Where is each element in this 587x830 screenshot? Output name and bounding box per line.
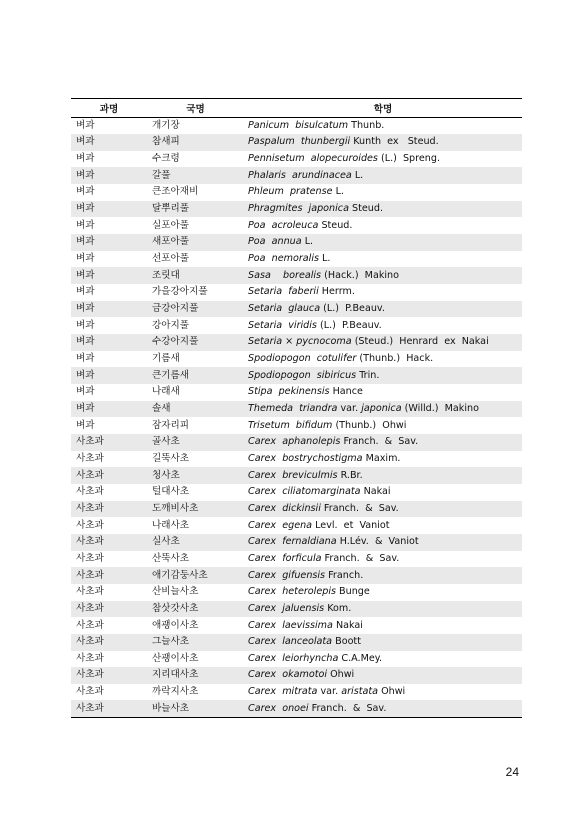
scientific-epithet: Carex breviculmis	[248, 469, 338, 481]
family-cell: 벼과	[76, 253, 95, 265]
family-cell: 사초과	[76, 619, 104, 631]
family-cell: 벼과	[76, 153, 95, 165]
family-cell: 사초과	[76, 652, 104, 664]
author-citation: (Thunb.) Hack.	[356, 353, 434, 365]
table-row	[71, 184, 522, 201]
scientific-epithet: pycnocoma	[296, 336, 352, 348]
table-row	[71, 267, 522, 284]
table-row	[71, 634, 522, 651]
korean-name-cell: 나래새	[152, 386, 180, 398]
header-family: 과명	[71, 99, 147, 118]
scientific-epithet: Setaria viridis	[248, 319, 317, 331]
korean-name-cell: 나래사초	[152, 519, 190, 531]
family-cell: 사초과	[71, 667, 147, 684]
author-citation: Levl. et Vaniot	[312, 519, 390, 531]
scientific-name-cell	[244, 634, 522, 651]
table-row	[71, 151, 522, 168]
korean-name-cell: 개기장	[152, 120, 180, 132]
author-citation: L.	[301, 236, 314, 248]
table-header-row	[71, 99, 522, 118]
header-scientific-name: 학명	[244, 99, 522, 118]
author-citation: var.	[317, 686, 342, 698]
korean-name-cell: 금강아지풀	[147, 301, 244, 318]
scientific-epithet: Phleum pratense	[248, 186, 333, 198]
family-cell: 벼과	[76, 386, 95, 398]
table-row	[71, 684, 522, 701]
scientific-epithet: Carex ciliatomarginata	[248, 486, 361, 498]
family-cell: 사초과	[76, 586, 104, 598]
author-citation: Trin.	[356, 369, 380, 381]
table-row	[71, 551, 522, 568]
scientific-name-cell	[244, 651, 522, 668]
family-cell: 벼과	[71, 234, 147, 251]
korean-name-cell: 산괭이사초	[152, 652, 199, 664]
table-row	[71, 584, 522, 601]
korean-name-cell: 털대사초	[152, 486, 190, 498]
family-cell: 벼과	[71, 301, 147, 318]
korean-name-cell: 지리대사초	[147, 667, 244, 684]
scientific-epithet: Carex gifuensis	[248, 569, 326, 581]
family-cell: 벼과	[71, 134, 147, 151]
author-citation: Nakai	[360, 486, 391, 498]
author-citation: Thunb.	[348, 120, 385, 132]
korean-name-cell: 수강아지풀	[147, 334, 244, 351]
family-cell: 벼과	[76, 419, 95, 431]
table-row	[71, 384, 522, 401]
scientific-name-cell	[244, 118, 522, 135]
family-cell: 사초과	[76, 519, 104, 531]
family-cell: 사초과	[76, 486, 104, 498]
scientific-epithet: Carex dickinsii	[248, 502, 321, 514]
table-row	[71, 301, 522, 318]
scientific-name-cell	[244, 151, 522, 168]
table-row	[71, 217, 522, 234]
scientific-epithet: Carex lanceolata	[248, 636, 333, 648]
korean-name-cell: 산뚝사초	[152, 552, 190, 564]
korean-name-cell: 그늘사초	[147, 634, 244, 651]
korean-name-cell: 수크령	[152, 153, 180, 165]
family-cell: 벼과	[76, 120, 95, 132]
scientific-name-cell	[244, 217, 522, 234]
scientific-epithet: Carex laevissima	[248, 619, 333, 631]
scientific-name-cell	[244, 167, 522, 184]
scientific-epithet: Setaria	[248, 336, 283, 348]
family-cell: 사초과	[71, 601, 147, 618]
scientific-epithet: Phalaris arundinacea	[248, 169, 352, 181]
author-citation: (L.) Spreng.	[377, 153, 441, 165]
scientific-epithet: Carex heterolepis	[248, 586, 336, 598]
scientific-epithet: Themeda triandra	[248, 402, 338, 414]
scientific-epithet: Carex mitrata	[248, 686, 318, 698]
family-cell: 사초과	[71, 501, 147, 518]
author-citation: Kom.	[324, 602, 352, 614]
korean-name-cell: 참삿갓사초	[147, 601, 244, 618]
scientific-name-cell	[244, 251, 522, 268]
family-cell: 벼과	[76, 353, 95, 365]
scientific-epithet: aristata	[341, 686, 379, 698]
table-row	[71, 467, 522, 484]
scientific-name-cell	[244, 517, 522, 534]
author-citation: R.Br.	[337, 469, 363, 481]
author-citation: ×	[282, 336, 297, 348]
author-citation: (L.) P.Beauv.	[316, 319, 382, 331]
scientific-name-cell	[244, 384, 522, 401]
table-row	[71, 501, 522, 518]
korean-name-cell: 달뿌리풀	[147, 201, 244, 218]
scientific-name-cell	[244, 451, 522, 468]
scientific-epithet: Sasa borealis	[248, 269, 322, 281]
table-row	[71, 700, 522, 717]
family-cell: 사초과	[71, 567, 147, 584]
author-citation: C.A.Mey.	[338, 652, 383, 664]
korean-name-cell: 도깨비사초	[147, 501, 244, 518]
family-cell: 사초과	[71, 634, 147, 651]
family-cell: 벼과	[76, 186, 95, 198]
scientific-epithet: Poa nemoralis	[248, 253, 319, 265]
scientific-epithet: Pennisetum alopecuroides	[248, 153, 378, 165]
table-row	[71, 651, 522, 668]
family-cell: 벼과	[76, 286, 95, 298]
scientific-name-cell	[244, 601, 522, 618]
author-citation: Franch. & Sav.	[308, 702, 387, 714]
author-citation: L.	[332, 186, 344, 198]
header-korean-name: 국명	[147, 99, 244, 118]
korean-name-cell: 길뚝사초	[152, 452, 190, 464]
table-row	[71, 534, 522, 551]
scientific-epithet: Carex leiorhyncha	[248, 652, 339, 664]
korean-name-cell: 새포아풀	[147, 234, 244, 251]
author-citation: Boott	[332, 636, 361, 648]
author-citation: (Steud.) Henrard ex Nakai	[351, 336, 489, 348]
table-row	[71, 134, 522, 151]
table-row	[71, 667, 522, 684]
author-citation: var.	[337, 402, 362, 414]
korean-name-cell: 실사초	[147, 534, 244, 551]
scientific-name-cell	[244, 417, 522, 434]
korean-name-cell: 가을강아지풀	[152, 286, 208, 298]
author-citation: Hance	[329, 386, 363, 398]
author-citation: (Thunb.) Ohwi	[332, 419, 407, 431]
scientific-epithet: Setaria faberii	[248, 286, 319, 298]
author-citation: Steud.	[348, 203, 383, 215]
scientific-epithet: Poa annua	[248, 236, 302, 248]
family-cell: 사초과	[76, 552, 104, 564]
author-citation: L.	[351, 169, 364, 181]
family-cell: 벼과	[71, 201, 147, 218]
table-row	[71, 317, 522, 334]
table-row	[71, 567, 522, 584]
table-row	[71, 284, 522, 301]
family-cell: 사초과	[71, 467, 147, 484]
table-row	[71, 484, 522, 501]
korean-name-cell: 큰조아재비	[152, 186, 199, 198]
species-table	[71, 98, 522, 718]
korean-name-cell: 골사초	[147, 434, 244, 451]
table-row	[71, 367, 522, 384]
scientific-name-cell	[244, 684, 522, 701]
table-row	[71, 401, 522, 418]
korean-name-cell: 조릿대	[147, 267, 244, 284]
scientific-epithet: Carex forficula	[248, 552, 322, 564]
korean-name-cell: 큰기름새	[147, 367, 244, 384]
author-citation: Maxim.	[362, 452, 401, 464]
table-row	[71, 601, 522, 618]
scientific-name-cell	[244, 267, 522, 284]
author-citation: (Willd.) Makino	[401, 402, 479, 414]
table-row	[71, 351, 522, 368]
family-cell: 벼과	[76, 219, 95, 231]
scientific-epithet: Carex egena	[248, 519, 313, 531]
family-cell: 사초과	[71, 700, 147, 717]
author-citation: (L.) P.Beauv.	[320, 303, 385, 315]
family-cell: 벼과	[71, 367, 147, 384]
scientific-name-cell	[244, 434, 522, 451]
table-row	[71, 417, 522, 434]
scientific-epithet: Paspalum thunbergii	[248, 136, 351, 148]
scientific-name-cell	[244, 367, 522, 384]
scientific-name-cell	[244, 467, 522, 484]
table-row	[71, 451, 522, 468]
scientific-name-cell	[244, 700, 522, 717]
table-row	[71, 201, 522, 218]
scientific-name-cell	[244, 484, 522, 501]
korean-name-cell: 애기감둥사초	[147, 567, 244, 584]
table-row	[71, 234, 522, 251]
scientific-name-cell	[244, 501, 522, 518]
scientific-epithet: Carex fernaldiana	[248, 536, 337, 548]
scientific-epithet: japonica	[361, 402, 402, 414]
korean-name-cell: 바늘사초	[147, 700, 244, 717]
scientific-name-cell	[244, 201, 522, 218]
family-cell: 벼과	[71, 401, 147, 418]
author-citation: Franch. & Sav.	[340, 436, 419, 448]
scientific-name-cell	[244, 351, 522, 368]
family-cell: 벼과	[71, 167, 147, 184]
family-cell: 벼과	[71, 267, 147, 284]
scientific-epithet: Carex onoei	[248, 702, 309, 714]
scientific-name-cell	[244, 401, 522, 418]
scientific-epithet: Setaria glauca	[248, 303, 321, 315]
table-row	[71, 167, 522, 184]
family-cell: 사초과	[76, 452, 104, 464]
table-row	[71, 251, 522, 268]
author-citation: Steud.	[318, 219, 353, 231]
family-cell: 사초과	[71, 534, 147, 551]
scientific-name-cell	[244, 534, 522, 551]
scientific-name-cell	[244, 184, 522, 201]
table-body	[71, 118, 522, 718]
author-citation: Kunth ex Steud.	[350, 136, 439, 148]
author-citation: Franch.	[325, 569, 364, 581]
family-cell: 벼과	[76, 319, 95, 331]
author-citation: Franch. & Sav.	[321, 552, 400, 564]
korean-name-cell: 기름새	[152, 353, 180, 365]
korean-name-cell: 산비늘사초	[152, 586, 199, 598]
family-cell: 사초과	[76, 686, 104, 698]
table-row	[71, 334, 522, 351]
scientific-epithet: Stipa pekinensis	[248, 386, 330, 398]
scientific-epithet: Spodiopogon cotulifer	[248, 353, 357, 365]
korean-name-cell: 선포아풀	[152, 253, 190, 265]
family-cell: 벼과	[71, 334, 147, 351]
scientific-epithet: Carex aphanolepis	[248, 436, 341, 448]
scientific-epithet: Carex bostrychostigma	[248, 452, 363, 464]
scientific-name-cell	[244, 584, 522, 601]
scientific-epithet: Carex okamotoi	[248, 669, 328, 681]
author-citation: (Hack.) Makino	[321, 269, 399, 281]
korean-name-cell: 잠자리피	[152, 419, 190, 431]
table-row	[71, 617, 522, 634]
author-citation: Herrm.	[318, 286, 355, 298]
page-number: 24	[505, 765, 519, 779]
scientific-name-cell	[244, 667, 522, 684]
author-citation: Bunge	[335, 586, 370, 598]
author-citation: Franch. & Sav.	[320, 502, 399, 514]
korean-name-cell: 까락지사초	[152, 686, 199, 698]
scientific-name-cell	[244, 617, 522, 634]
scientific-name-cell	[244, 234, 522, 251]
scientific-name-cell	[244, 567, 522, 584]
table-row	[71, 118, 522, 135]
scientific-name-cell	[244, 334, 522, 351]
author-citation: L.	[318, 253, 331, 265]
scientific-epithet: Trisetum bifidum	[248, 419, 333, 431]
korean-name-cell: 청사초	[147, 467, 244, 484]
author-citation: H.Lév. & Vaniot	[336, 536, 419, 548]
scientific-name-cell	[244, 284, 522, 301]
scientific-name-cell	[244, 317, 522, 334]
author-citation: Ohwi	[378, 686, 406, 698]
korean-name-cell: 강아지풀	[152, 319, 190, 331]
scientific-epithet: Spodiopogon sibiricus	[248, 369, 357, 381]
table-row	[71, 517, 522, 534]
scientific-epithet: Panicum bisulcatum	[248, 120, 349, 132]
korean-name-cell: 갈풀	[147, 167, 244, 184]
scientific-epithet: Carex jaluensis	[248, 602, 325, 614]
author-citation: Ohwi	[327, 669, 355, 681]
author-citation: Nakai	[332, 619, 363, 631]
scientific-name-cell	[244, 301, 522, 318]
korean-name-cell: 참새피	[147, 134, 244, 151]
scientific-epithet: Poa acroleuca	[248, 219, 319, 231]
scientific-epithet: Phragmites japonica	[248, 203, 349, 215]
korean-name-cell: 실포아풀	[152, 219, 190, 231]
korean-name-cell: 솔새	[147, 401, 244, 418]
table-row	[71, 434, 522, 451]
scientific-name-cell	[244, 134, 522, 151]
korean-name-cell: 애괭이사초	[152, 619, 199, 631]
scientific-name-cell	[244, 551, 522, 568]
family-cell: 사초과	[71, 434, 147, 451]
